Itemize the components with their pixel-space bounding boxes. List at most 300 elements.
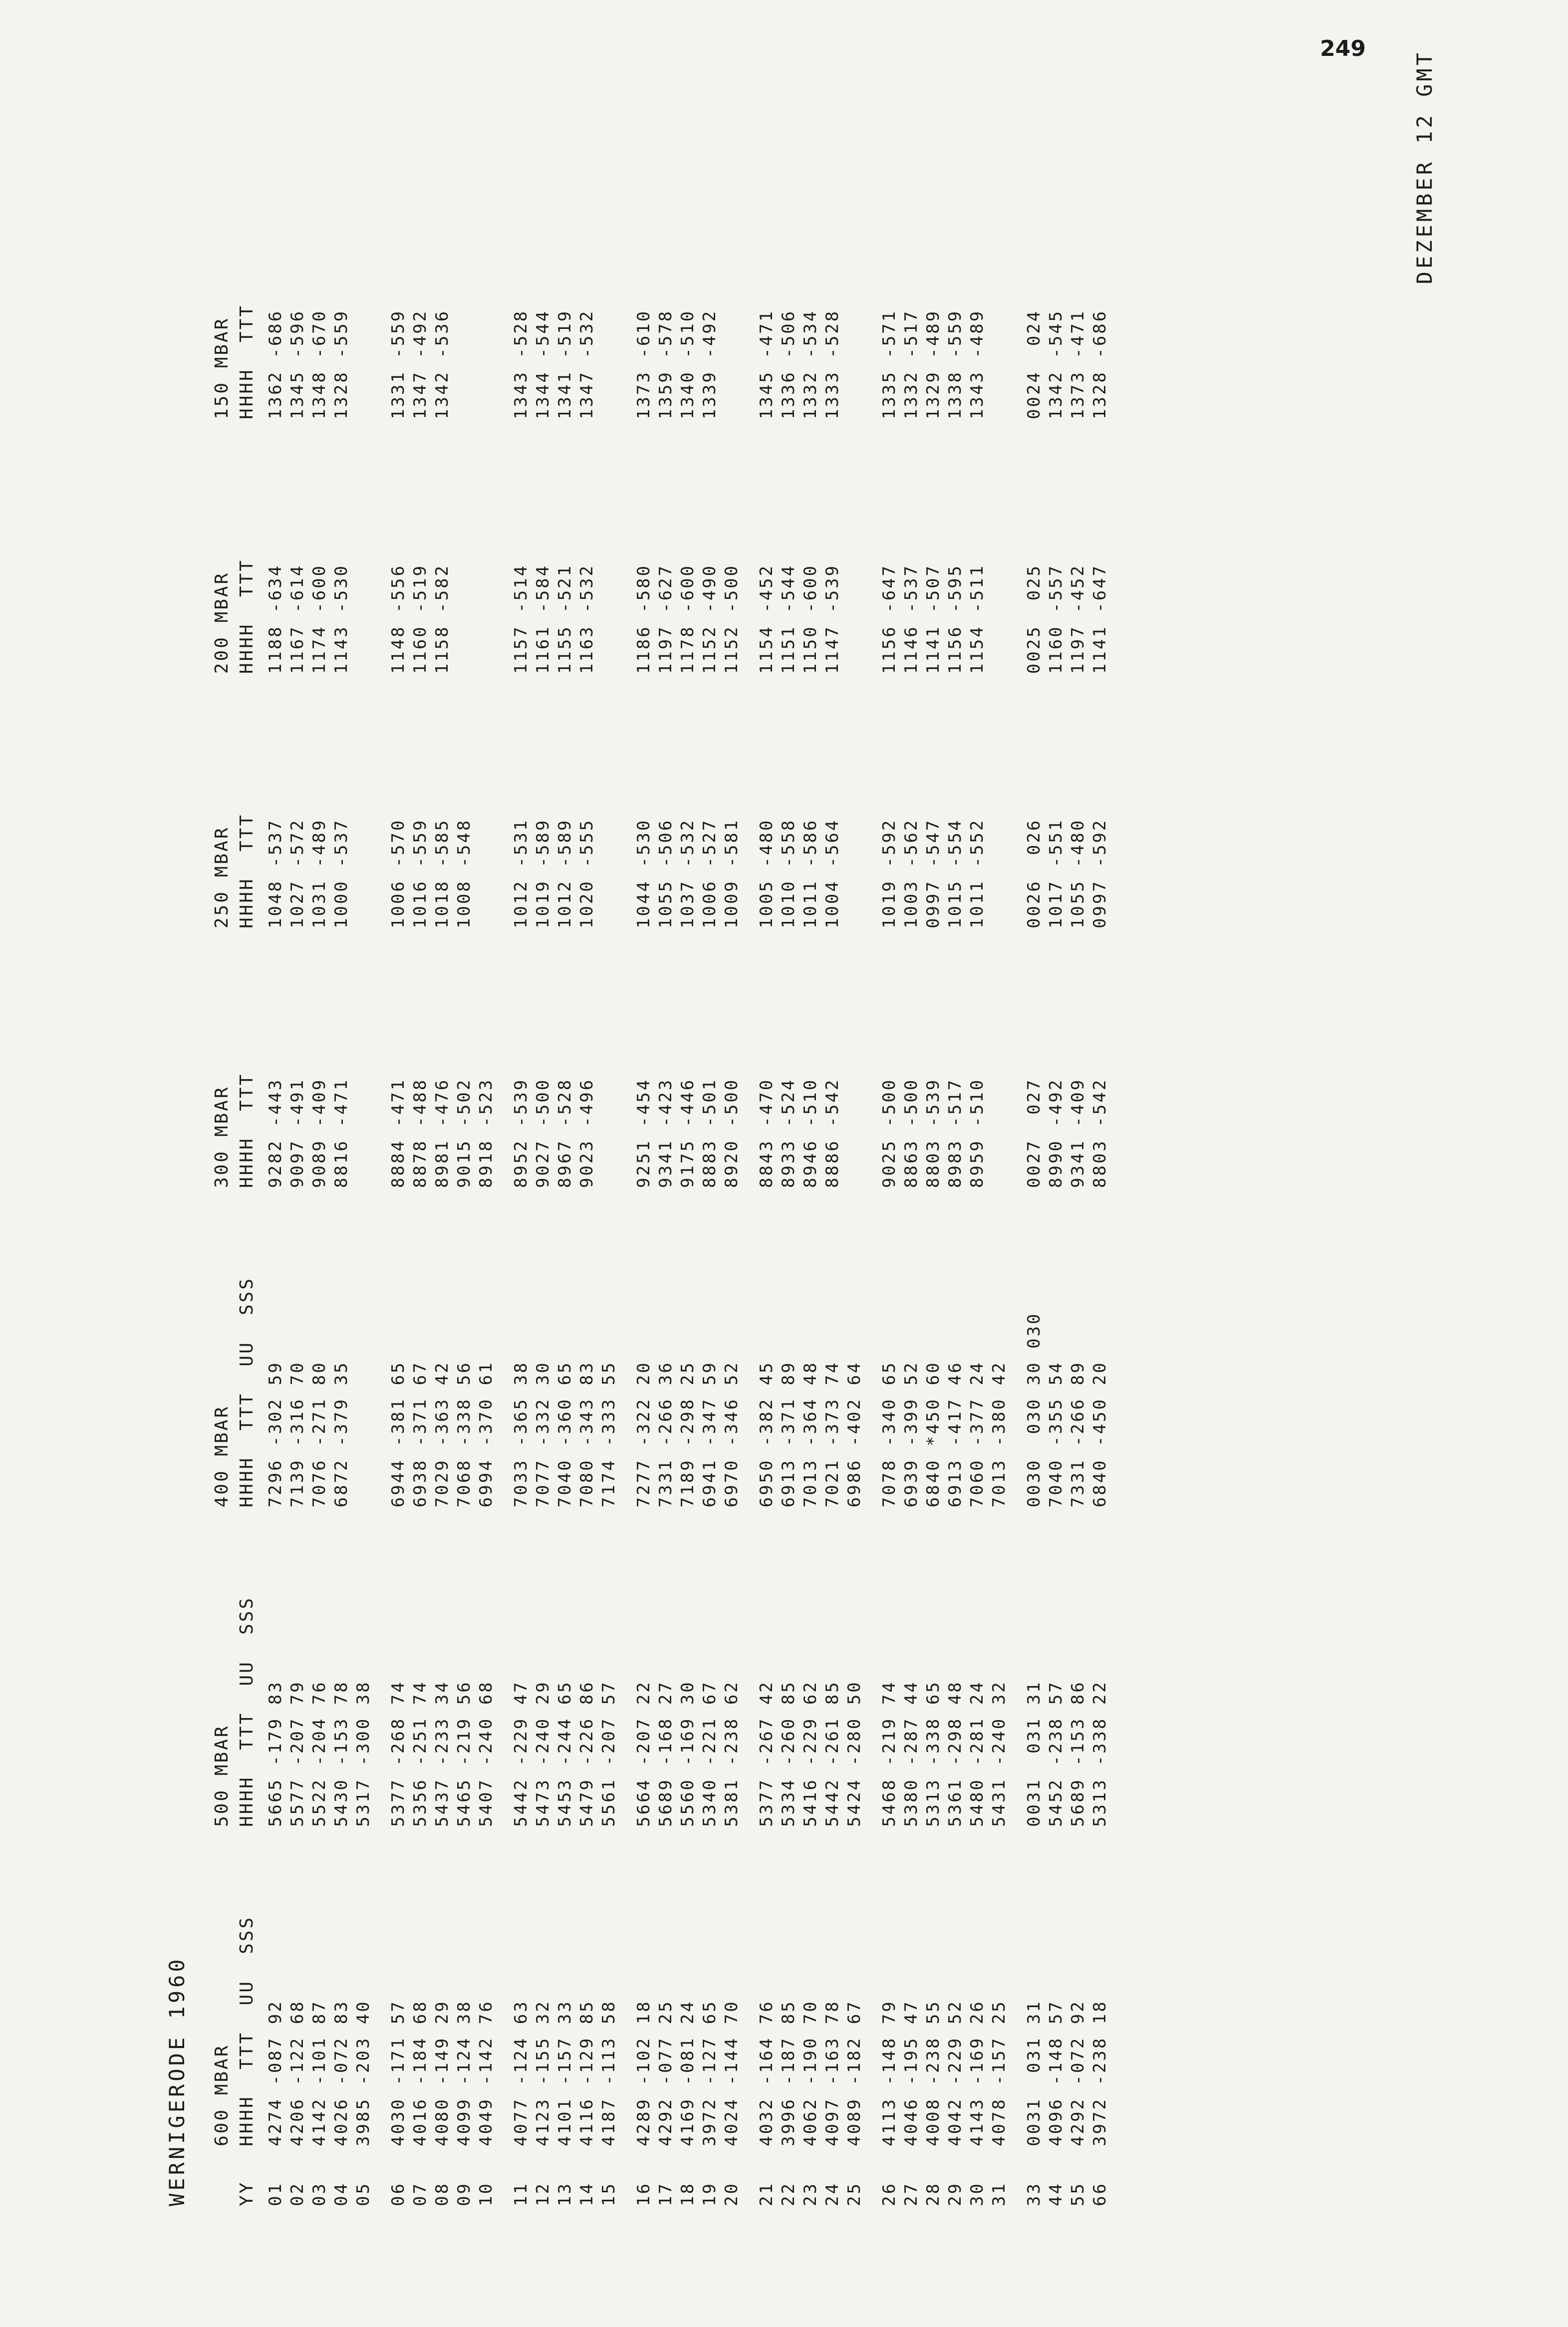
table-row: [475, 1303, 497, 1507]
table-row: [532, 810, 554, 928]
table-row: [431, 2182, 453, 2206]
table-cell: 5317 -300 38: [353, 1680, 373, 1827]
table-cell: [988, 555, 1010, 674]
table-cell: 9341 -423: [656, 1078, 676, 1188]
table-cell: 4289 -102 18: [634, 2000, 654, 2146]
table-row: [944, 1069, 966, 1188]
table-row: [721, 810, 743, 928]
table-row: [699, 1303, 721, 1507]
table-row: [409, 1069, 431, 1188]
table-row: [843, 555, 865, 674]
table-cell: 4026 -072 83: [331, 2000, 351, 2146]
table-row: [352, 1069, 374, 1188]
table-cell: 5689 -153 86: [1068, 1680, 1088, 1827]
table-cell: [721, 300, 743, 419]
table-cell: 16: [634, 2182, 654, 2206]
table-cell: 1012 -531: [511, 818, 531, 928]
table-row: [497, 1303, 532, 1507]
table-row: [1089, 1991, 1111, 2146]
table-cell: [352, 1303, 374, 1507]
table-cell: 9089 -409: [309, 1078, 329, 1188]
table-row: [677, 1991, 699, 2146]
table-row: [554, 2182, 576, 2206]
table-row: [778, 2182, 799, 2206]
table-cell: [843, 555, 865, 674]
table-row: [374, 1069, 409, 1188]
table-row: [743, 300, 778, 419]
table-row: [620, 1671, 655, 1827]
table-cell: 4042 -229 52: [945, 2000, 965, 2146]
table-cell: 1328 -559: [331, 309, 351, 419]
table-row: [475, 1069, 497, 1188]
table-cell: 4080 -149 29: [432, 2000, 452, 2146]
table-row: [532, 555, 554, 674]
table-row: [900, 810, 922, 928]
table-row: [988, 300, 1010, 419]
table-cell: 5431 -240 32: [989, 1680, 1009, 1827]
table-cell: 1150 -600: [800, 564, 820, 674]
table-cell: [475, 810, 497, 928]
table-cell: 5437 -233 34: [432, 1680, 452, 1827]
table-row: [1067, 555, 1089, 674]
table-cell: 1163 -532: [577, 564, 597, 674]
level-header: 250 MBAR HHHH TTT: [212, 813, 257, 928]
level-header: 200 MBAR HHHH TTT: [212, 558, 257, 674]
table-row: [699, 810, 721, 928]
table-row: [1089, 300, 1111, 419]
table-row: [497, 300, 532, 419]
table-row: [799, 2182, 821, 2206]
table-row: [677, 555, 699, 674]
table-cell: 1044 -530: [634, 818, 654, 928]
table-row: [721, 2182, 743, 2206]
table-cell: 1155 -521: [555, 564, 575, 674]
table-cell: 0997 -547: [923, 818, 943, 928]
table-row: [655, 1303, 677, 1507]
table-cell: 1151 -544: [779, 564, 798, 674]
table-cell: 1345 -471: [757, 309, 777, 419]
table-cell: 4274 -087 92: [265, 2000, 285, 2146]
table-row: [532, 1671, 554, 1827]
table-row: [374, 1303, 409, 1507]
table-cell: 5313 -338 65: [923, 1680, 943, 1827]
table-cell: 7040 -355 54: [1046, 1361, 1066, 1507]
table-cell: 7076 -271 80: [309, 1361, 329, 1507]
table-row: [743, 1991, 778, 2146]
table-row: [778, 1069, 799, 1188]
table-cell: 9027 -500: [533, 1078, 553, 1188]
table-cell: 7139 -316 70: [287, 1361, 307, 1507]
table-cell: 3972 -127 65: [700, 2000, 720, 2146]
table-cell: 9025 -500: [879, 1078, 899, 1188]
table-cell: 5377 -268 74: [388, 1680, 408, 1827]
table-row: [431, 810, 453, 928]
table-row: [1045, 1991, 1067, 2146]
table-row: [308, 555, 330, 674]
table-row: [286, 2182, 308, 2206]
table-row: [264, 1671, 286, 1827]
table-cell: 1335 -571: [879, 309, 899, 419]
table-cell: 8816 -471: [331, 1078, 351, 1188]
table-cell: 1157 -514: [511, 564, 531, 674]
table-row: [286, 810, 308, 928]
table-cell: 0026 026: [1024, 818, 1044, 928]
level-600-table: [264, 1991, 1111, 2146]
table-row: [900, 300, 922, 419]
table-cell: 7080 -343 83: [577, 1361, 597, 1507]
table-row: [944, 1671, 966, 1827]
table-cell: 4030 -171 57: [388, 2000, 408, 2146]
table-cell: 7029 -363 42: [432, 1361, 452, 1507]
table-cell: 1338 -559: [945, 309, 965, 419]
table-cell: 19: [700, 2182, 720, 2206]
table-row: [843, 1303, 865, 1507]
table-cell: 1156 -647: [879, 564, 899, 674]
table-row: [620, 2182, 655, 2206]
table-row: [352, 300, 374, 419]
table-row: [431, 1303, 453, 1507]
table-cell: 0031 031 31: [1024, 1680, 1044, 1827]
table-cell: 1174 -600: [309, 564, 329, 674]
table-row: [699, 1069, 721, 1188]
table-row: [821, 1303, 843, 1507]
table-row: [1067, 300, 1089, 419]
table-cell: 7013 -380 42: [989, 1361, 1009, 1507]
table-cell: [352, 555, 374, 674]
table-row: [865, 1069, 900, 1188]
table-row: [576, 300, 598, 419]
table-cell: 7013 -364 48: [800, 1361, 820, 1507]
table-cell: [453, 300, 475, 419]
table-row: [778, 1671, 799, 1827]
table-row: [1045, 1303, 1067, 1507]
table-row: [966, 2182, 988, 2206]
table-cell: 5416 -229 62: [800, 1680, 820, 1827]
table-row: [865, 1991, 900, 2146]
table-row: [988, 1671, 1010, 1827]
table-row: [532, 2182, 554, 2206]
table-row: [677, 2182, 699, 2206]
table-row: [352, 2182, 374, 2206]
table-row: [966, 1069, 988, 1188]
table-row: [1045, 555, 1067, 674]
table-cell: 7277 -322 20: [634, 1361, 654, 1507]
table-cell: 1154 -452: [757, 564, 777, 674]
table-cell: 1154 -511: [967, 564, 987, 674]
table-row: [264, 300, 286, 419]
table-cell: 1146 -537: [901, 564, 921, 674]
level-header: 300 MBAR HHHH TTT: [212, 1072, 257, 1188]
table-cell: 6840 *450 60: [923, 1361, 943, 1507]
table-cell: 1178 -600: [678, 564, 698, 674]
table-row: [778, 1303, 799, 1507]
table-cell: 30: [967, 2182, 987, 2206]
table-cell: 8883 -501: [700, 1078, 720, 1188]
table-cell: 1143 -530: [331, 564, 351, 674]
table-cell: 1332 -517: [901, 309, 921, 419]
table-cell: 1141 -647: [1090, 564, 1110, 674]
table-row: [655, 810, 677, 928]
table-cell: 1003 -562: [901, 818, 921, 928]
table-cell: 0031 031 31: [1024, 2000, 1044, 2146]
table-cell: 26: [879, 2182, 899, 2206]
table-row: [576, 1671, 598, 1827]
table-row: [409, 555, 431, 674]
table-row: [453, 300, 475, 419]
table-cell: 5377 -267 42: [757, 1680, 777, 1827]
table-cell: 7060 -377 24: [967, 1361, 987, 1507]
table-cell: 7078 -340 65: [879, 1361, 899, 1507]
table-row: [655, 1991, 677, 2146]
table-cell: [598, 555, 620, 674]
table-row: [743, 810, 778, 928]
table-row: [1045, 2182, 1067, 2206]
table-row: [532, 300, 554, 419]
table-row: [988, 555, 1010, 674]
table-row: [330, 1069, 352, 1188]
table-row: [944, 1303, 966, 1507]
table-row: [598, 2182, 620, 2206]
table-row: [286, 555, 308, 674]
table-row: [475, 555, 497, 674]
table-row: [1067, 1069, 1089, 1188]
table-row: [1010, 300, 1045, 419]
table-cell: 4046 -195 47: [901, 2000, 921, 2146]
table-cell: 9015 -502: [454, 1078, 474, 1188]
table-row: [799, 810, 821, 928]
table-row: [966, 1671, 988, 1827]
table-row: [799, 300, 821, 419]
table-row: [475, 810, 497, 928]
table-row: [264, 1069, 286, 1188]
table-row: [1010, 1303, 1045, 1507]
yy-table: [264, 2182, 1111, 2206]
table-row: [1010, 555, 1045, 674]
table-cell: [475, 300, 497, 419]
table-cell: 1362 -686: [265, 309, 285, 419]
table-row: [865, 810, 900, 928]
table-cell: 8918 -523: [476, 1078, 496, 1188]
table-cell: 9341 -409: [1068, 1078, 1088, 1188]
table-cell: 5465 -219 56: [454, 1680, 474, 1827]
table-cell: 6986 -402 64: [844, 1361, 864, 1507]
table-row: [409, 1991, 431, 2146]
table-cell: 7174 -333 55: [599, 1361, 619, 1507]
table-cell: 1167 -614: [287, 564, 307, 674]
table-cell: 5522 -204 76: [309, 1680, 329, 1827]
table-cell: 8884 -471: [388, 1078, 408, 1188]
table-row: [497, 1671, 532, 1827]
table-row: [721, 1069, 743, 1188]
level-400-table: [264, 1303, 1111, 1507]
yy-header: YY: [237, 2180, 257, 2206]
table-row: [475, 300, 497, 419]
table-row: [374, 555, 409, 674]
table-cell: 12: [533, 2182, 553, 2206]
table-cell: 4062 -190 70: [800, 2000, 820, 2146]
table-cell: 1141 -507: [923, 564, 943, 674]
table-cell: 8981 -476: [432, 1078, 452, 1188]
table-cell: 6970 -346 52: [722, 1361, 742, 1507]
table-row: [620, 1991, 655, 2146]
table-cell: 23: [800, 2182, 820, 2206]
table-row: [743, 1303, 778, 1507]
table-row: [865, 1303, 900, 1507]
table-cell: 4142 -101 87: [309, 2000, 329, 2146]
table-cell: 1055 -506: [656, 818, 676, 928]
table-row: [900, 1671, 922, 1827]
table-row: [598, 1069, 620, 1188]
table-cell: 1342 -536: [432, 309, 452, 419]
table-cell: 21: [757, 2182, 777, 2206]
table-cell: 1018 -585: [432, 818, 452, 928]
table-cell: 1348 -670: [309, 309, 329, 419]
table-row: [475, 2182, 497, 2206]
table-cell: 6994 -370 61: [476, 1361, 496, 1507]
table-row: [843, 1671, 865, 1827]
table-row: [900, 555, 922, 674]
table-row: [843, 300, 865, 419]
table-row: [721, 555, 743, 674]
table-row: [1045, 1671, 1067, 1827]
table-row: [576, 810, 598, 928]
table-row: [264, 2182, 286, 2206]
table-cell: 5560 -169 30: [678, 1680, 698, 1827]
table-cell: 1152 -500: [722, 564, 742, 674]
table-row: [655, 1671, 677, 1827]
table-cell: 5665 -179 83: [265, 1680, 285, 1827]
table-cell: 5561 -207 57: [599, 1680, 619, 1827]
table-cell: 44: [1046, 2182, 1066, 2206]
table-cell: 1341 -519: [555, 309, 575, 419]
table-row: [821, 1671, 843, 1827]
table-cell: 1197 -452: [1068, 564, 1088, 674]
table-cell: 1345 -596: [287, 309, 307, 419]
table-cell: 8920 -500: [722, 1078, 742, 1188]
table-row: [1067, 1991, 1089, 2146]
table-row: [308, 1069, 330, 1188]
table-row: [308, 1671, 330, 1827]
table-cell: 20: [722, 2182, 742, 2206]
table-row: [944, 300, 966, 419]
table-row: [922, 1069, 944, 1188]
table-row: [743, 1069, 778, 1188]
table-row: [944, 1991, 966, 2146]
table-cell: 6944 -381 65: [388, 1361, 408, 1507]
table-cell: 1188 -634: [265, 564, 285, 674]
table-cell: 6941 -347 59: [700, 1361, 720, 1507]
table-cell: 8959 -510: [967, 1078, 987, 1188]
level-300-table: [264, 1069, 1111, 1188]
table-cell: 1012 -589: [555, 818, 575, 928]
table-cell: 5380 -287 44: [901, 1680, 921, 1827]
table-cell: 5453 -244 65: [555, 1680, 575, 1827]
table-cell: 8863 -500: [901, 1078, 921, 1188]
table-cell: 5442 -261 85: [822, 1680, 842, 1827]
table-row: [843, 1991, 865, 2146]
table-row: [409, 2182, 431, 2206]
table-cell: 13: [555, 2182, 575, 2206]
table-row: [743, 2182, 778, 2206]
table-cell: 1000 -537: [331, 818, 351, 928]
table-row: [1067, 1303, 1089, 1507]
table-row: [1089, 555, 1111, 674]
table-cell: 05: [353, 2182, 373, 2206]
table-cell: 7068 -338 56: [454, 1361, 474, 1507]
table-row: [554, 1991, 576, 2146]
table-cell: 0024 024: [1024, 309, 1044, 419]
table-cell: [598, 810, 620, 928]
table-cell: 4143 -169 26: [967, 2000, 987, 2146]
table-row: [374, 1991, 409, 2146]
table-cell: 4292 -077 25: [656, 2000, 676, 2146]
table-cell: 8803 -539: [923, 1078, 943, 1188]
table-cell: 5442 -229 47: [511, 1680, 531, 1827]
table-row: [374, 2182, 409, 2206]
table-row: [922, 555, 944, 674]
table-cell: 1152 -490: [700, 564, 720, 674]
table-row: [743, 555, 778, 674]
table-row: [988, 2182, 1010, 2206]
table-row: [352, 555, 374, 674]
table-row: [988, 1069, 1010, 1188]
table-cell: 4292 -072 92: [1068, 2000, 1088, 2146]
table-cell: 1339 -492: [700, 309, 720, 419]
table-cell: 1148 -556: [388, 564, 408, 674]
table-cell: 5381 -238 62: [722, 1680, 742, 1827]
table-cell: 02: [287, 2182, 307, 2206]
table-row: [475, 1671, 497, 1827]
table-cell: [453, 555, 475, 674]
table-row: [655, 300, 677, 419]
table-row: [1089, 1303, 1111, 1507]
table-cell: 7040 -360 65: [555, 1361, 575, 1507]
table-row: [409, 810, 431, 928]
table-cell: 4099 -124 38: [454, 2000, 474, 2146]
table-row: [922, 1303, 944, 1507]
table-cell: 5356 -251 74: [410, 1680, 430, 1827]
table-cell: 1343 -489: [967, 309, 987, 419]
table-cell: 5479 -226 86: [577, 1680, 597, 1827]
table-cell: 1006 -527: [700, 818, 720, 928]
table-cell: 1009 -581: [722, 818, 742, 928]
table-row: [677, 810, 699, 928]
table-cell: 1347 -532: [577, 309, 597, 419]
table-cell: 1328 -686: [1090, 309, 1110, 419]
table-row: [554, 1303, 576, 1507]
table-row: [409, 300, 431, 419]
table-cell: 25: [844, 2182, 864, 2206]
table-cell: 4008 -238 55: [923, 2000, 943, 2146]
table-cell: 5480 -281 24: [967, 1680, 987, 1827]
table-cell: 1332 -534: [800, 309, 820, 419]
level-header: 600 MBAR HHHH TTT UU SSS: [212, 1915, 257, 2146]
table-row: [821, 300, 843, 419]
table-cell: 6872 -379 35: [331, 1361, 351, 1507]
table-cell: 5473 -240 29: [533, 1680, 553, 1827]
table-cell: 9282 -443: [265, 1078, 285, 1188]
table-cell: 1016 -559: [410, 818, 430, 928]
table-row: [799, 1069, 821, 1188]
table-row: [554, 300, 576, 419]
table-row: [721, 1991, 743, 2146]
table-cell: [843, 1069, 865, 1188]
table-row: [1010, 1069, 1045, 1188]
table-cell: 8933 -524: [779, 1078, 798, 1188]
table-row: [699, 1671, 721, 1827]
table-cell: 4097 -163 78: [822, 2000, 842, 2146]
table-cell: 6950 -382 45: [757, 1361, 777, 1507]
